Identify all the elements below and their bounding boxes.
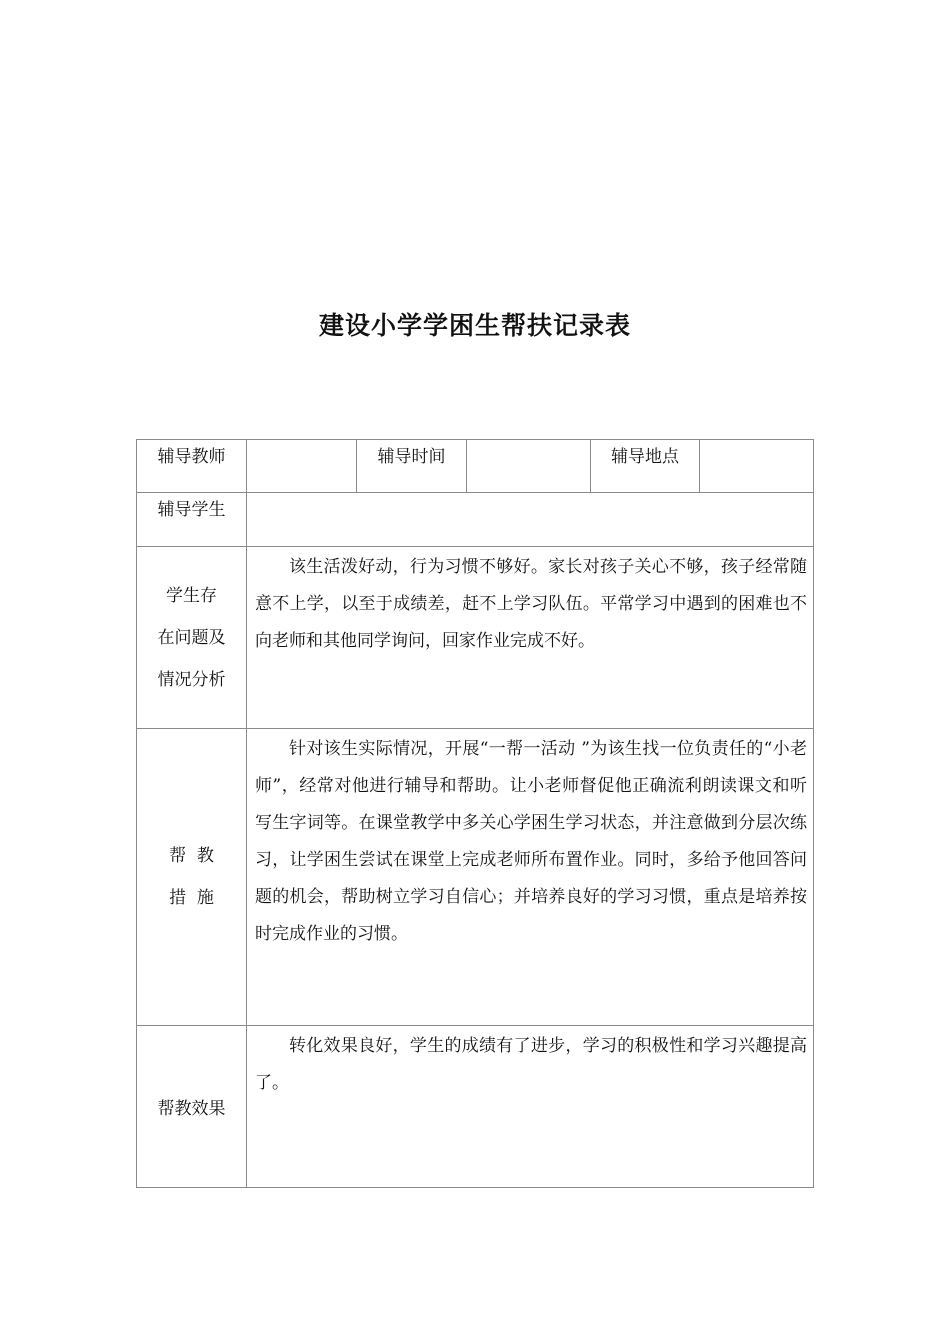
page-title: 建设小学学困生帮扶记录表 (318, 311, 631, 340)
measures-label-line: 措 施 (169, 888, 214, 908)
analysis-label-line: 学生存 (166, 585, 217, 606)
teacher-label: 辅导教师 (157, 447, 226, 467)
effect-text[interactable]: 转化效果良好，学生的成绩有了进步，学习的积极性和学习兴趣提高了。 (255, 1036, 807, 1093)
analysis-label-line: 在问题及 (157, 627, 226, 648)
measures-label-line: 帮 教 (169, 846, 214, 866)
time-label: 辅导时间 (377, 447, 446, 467)
student-label: 辅导学生 (157, 500, 226, 520)
student-field[interactable] (247, 493, 813, 546)
analysis-text[interactable]: 该生活泼好动，行为习惯不够好。家长对孩子关心不够，孩子经常随意不上学，以至于成绩差，赶不上学习队伍。平常学习中遇到的困难也不向老师和其他同学询问，回家作业完成不好。 (255, 557, 807, 651)
time-field[interactable] (467, 440, 590, 492)
place-label: 辅导地点 (611, 447, 679, 467)
effect-label: 帮教效果 (157, 1099, 226, 1119)
analysis-label (137, 547, 246, 728)
place-field[interactable] (700, 440, 813, 492)
analysis-label-line: 情况分析 (157, 669, 226, 690)
measures-text[interactable]: 针对该生实际情况，开展“一帮一活动 ”为该生找一位负责任的“小老师”，经常对他进行辅导和帮助。让小老师督促他正确流利朗读课文和听写生字词等。在课堂教学中多关心学困生学习状态，并注意做到分层次练习，让学困生尝试在课堂上完成老师所布置作业。同时，多给予他回答问题的机会，帮助树立学习自信心；并培养良好的学习习惯，重点是培养按时完成作业的习惯。 (255, 739, 807, 944)
record-table (136, 439, 814, 1188)
teacher-field[interactable] (247, 440, 356, 492)
measures-label (137, 729, 246, 1025)
